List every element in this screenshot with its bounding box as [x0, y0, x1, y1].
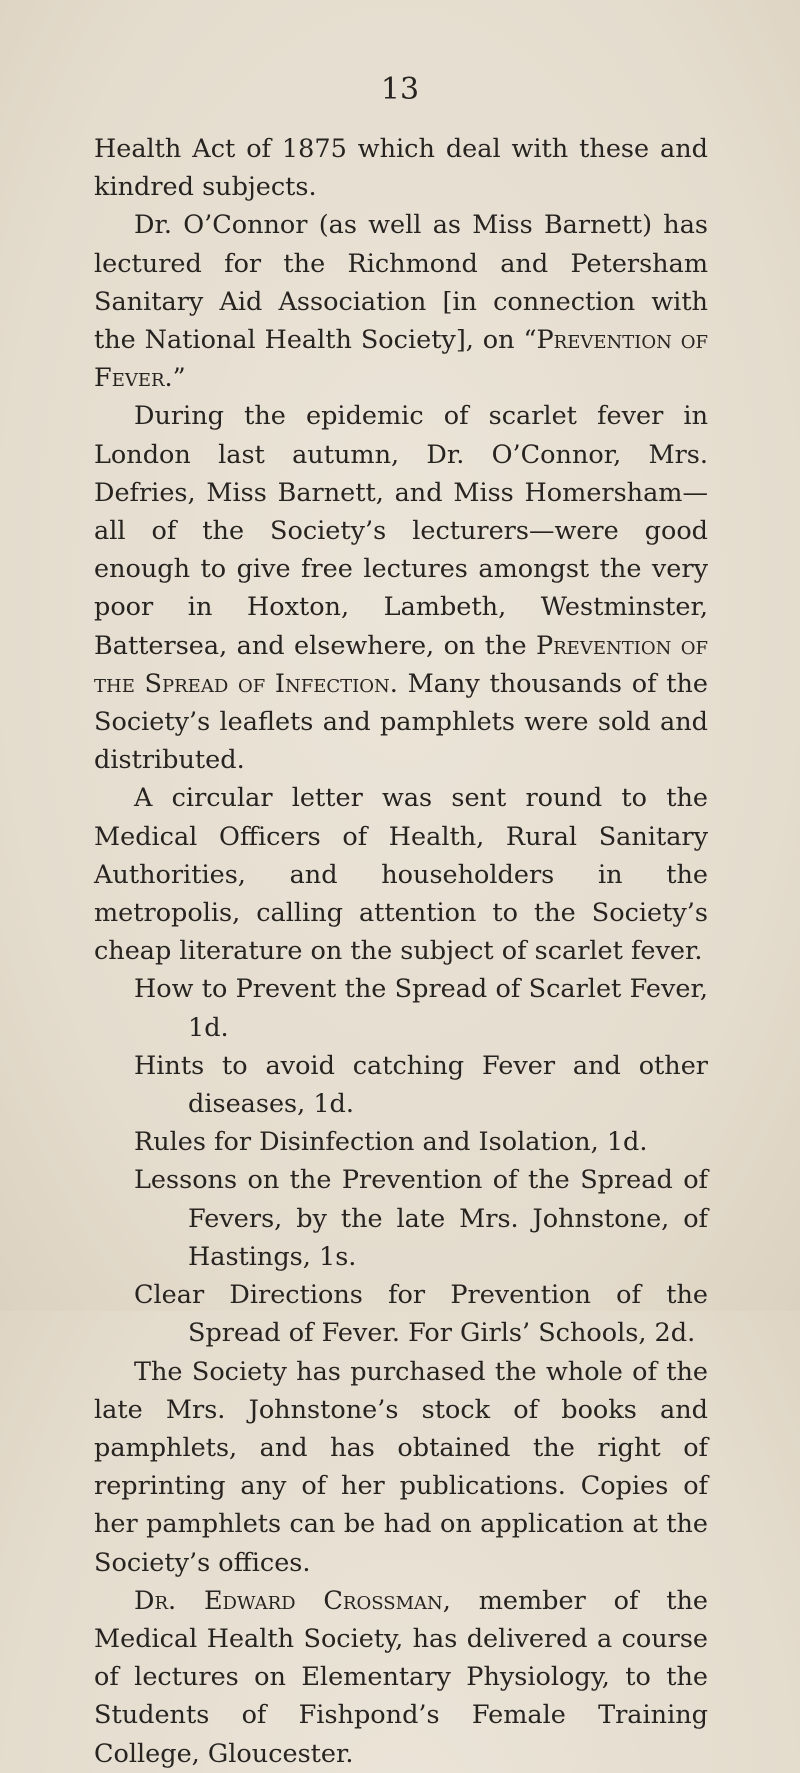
crossman-name: Dr. Edward Crossman	[134, 1585, 443, 1616]
paragraph-circular-letter: A circular letter was sent round to the Medical Officers of Health, Rural Sanitary Authorities, and householders in the metropolis, calling attention to the Society’s cheap literature on the subject of scarlet fever.	[94, 783, 708, 967]
paragraph-health-act: Health Act of 1875 which deal with these and kindred subjects.	[94, 134, 708, 203]
paragraph-crossman-lectures	[94, 1582, 708, 1773]
paragraph-oconnor-lecture	[94, 206, 708, 397]
paragraph-oconnor-lecture-text: Dr. O’Connor (as well as Miss Barnett) has lectured for the Richmond and Petersham Sanitary Aid Association [in connection with the National Health Society], on “	[94, 210, 708, 356]
publication-list	[94, 970, 708, 1352]
list-item: Hints to avoid catching Fever and other diseases, 1d.	[134, 1050, 708, 1120]
paragraph-scarlet-fever-epidemic	[94, 397, 708, 779]
page-number: 13	[380, 72, 420, 107]
body-text	[94, 130, 708, 1773]
list-item: How to Prevent the Spread of Scarlet Fever, 1d.	[134, 974, 708, 1043]
paragraph-epidemic-end: . Many thousands of the Society’s leaflets and pamphlets were sold and distributed.	[94, 668, 708, 776]
paragraph-johnstone-stock: The Society has purchased the whole of the late Mrs. Johnstone’s stock of books and pamphlets, and has obtained the right of reprinting any of her publications. Copies of her pamphlets can be had on application at the Society’s offices.	[94, 1356, 708, 1578]
paragraph-epidemic-text: During the epidemic of scarlet fever in London last autumn, Dr. O’Connor, Mrs. Defries, Miss Barnett, and Miss Homersham—all of the Society’s lecturers—were good enough to give free lectures amongst the very poor in Hoxton, Lambeth, Westminster, Battersea, and elsewhere, on the	[94, 401, 708, 661]
list-item: Rules for Disinfection and Isolation, 1d.	[134, 1127, 648, 1158]
paragraph-crossman-text: , member of the Medical Health Society, has delivered a course of lectures on Elementary Physiology, to the Students of Fishpond’s Female Training College, Gloucester.	[94, 1585, 708, 1769]
paragraph-oconnor-lecture-end: .”	[164, 363, 186, 394]
lecture-title-prevention-of-fever: Prevention of Fever	[94, 325, 708, 394]
list-item: Lessons on the Prevention of the Spread of Fevers, by the late Mrs. Johnstone, of Hastings, 1s.	[134, 1165, 708, 1272]
lecture-title-prevention-of-infection: Prevention of the Spread of Infection	[94, 630, 709, 699]
list-item: Clear Directions for Prevention of the Spread of Fever. For Girls’ Schools, 2d.	[134, 1280, 708, 1349]
